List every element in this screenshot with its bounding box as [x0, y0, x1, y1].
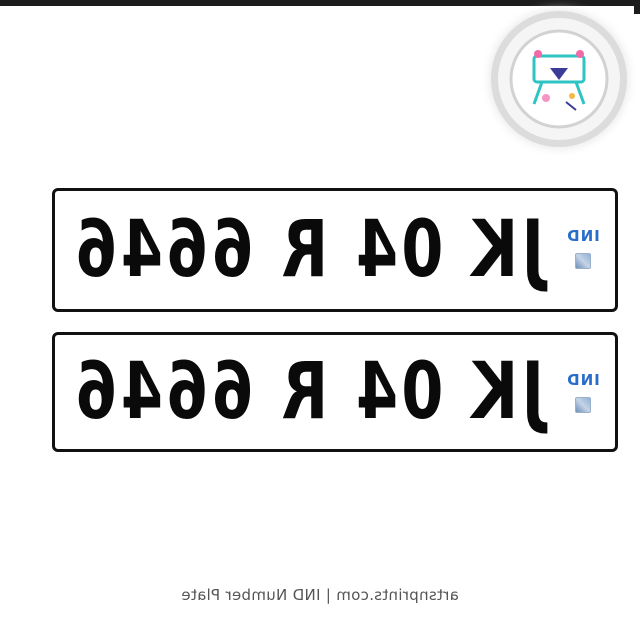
plate-number-text: JK 04 R 6646 [72, 347, 544, 437]
ind-label: IND [566, 227, 600, 245]
plate-number-text: JK 04 R 6646 [72, 205, 544, 295]
number-plate-front [52, 188, 618, 312]
ind-badge [565, 221, 601, 269]
caption-text: artsnprints.com | IND Number Plate [181, 586, 459, 604]
ind-badge [565, 365, 601, 413]
brand-logo-badge [498, 18, 620, 140]
hologram-icon [575, 253, 591, 269]
number-plate-rear [52, 332, 618, 452]
ind-label: IND [566, 371, 600, 389]
brand-logo-icon [498, 18, 620, 140]
hologram-icon [575, 397, 591, 413]
